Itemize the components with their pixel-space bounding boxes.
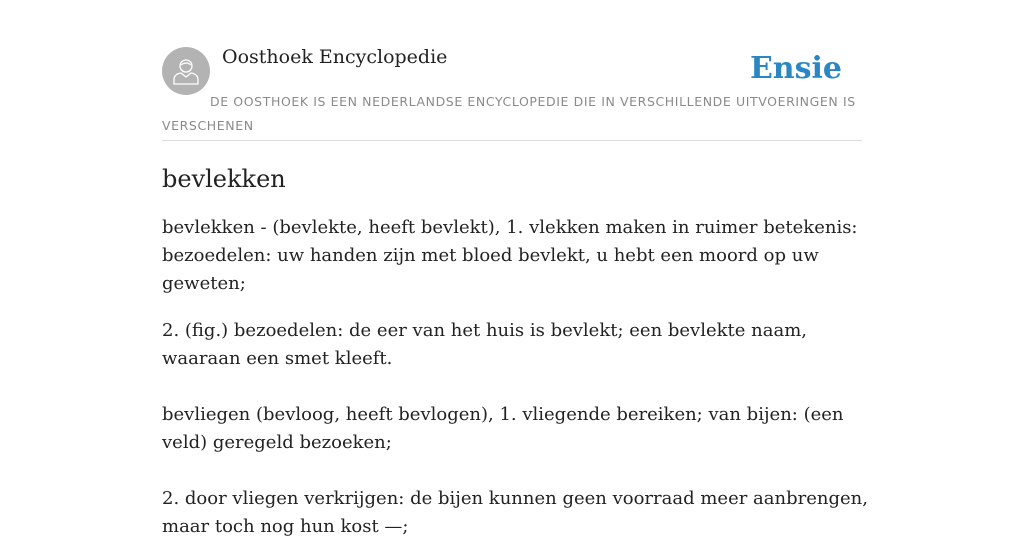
header xyxy=(162,0,862,141)
site-title-link[interactable]: Oosthoek Encyclopedie xyxy=(222,46,448,68)
brand-logo-link[interactable]: Ensie xyxy=(749,51,842,86)
article xyxy=(162,158,872,541)
site-tagline: DE OOSTHOEK IS EEN NEDERLANDSE ENCYCLOPEDIE DIE IN VERSCHILLENDE UITVOERINGEN IS VERSCHENEN xyxy=(162,94,856,133)
avatar[interactable] xyxy=(162,47,210,95)
user-icon xyxy=(171,56,201,86)
article-paragraph-1: bevlekken - (bevlekte, heeft bevlekt), 1. vlekken maken in ruimer betekenis: bezoedelen: uw handen zijn met bloed bevlekt, u hebt een moord op uw geweten; xyxy=(162,217,858,294)
article-paragraph-4: 2. door vliegen verkrijgen: de bijen kunnen geen voorraad meer aanbrengen, maar toch nog hun kost —; xyxy=(162,488,868,537)
article-title: bevlekken xyxy=(162,165,286,193)
article-paragraph-3: bevliegen (bevloog, heeft bevlogen), 1. vliegende bereiken; van bijen: (een veld) geregeld bezoeken; xyxy=(162,404,844,453)
article-paragraph-2: 2. (fig.) bezoedelen: de eer van het huis is bevlekt; een bevlekte naam, waaraan een smet kleeft. xyxy=(162,320,807,369)
page-container xyxy=(162,0,868,537)
